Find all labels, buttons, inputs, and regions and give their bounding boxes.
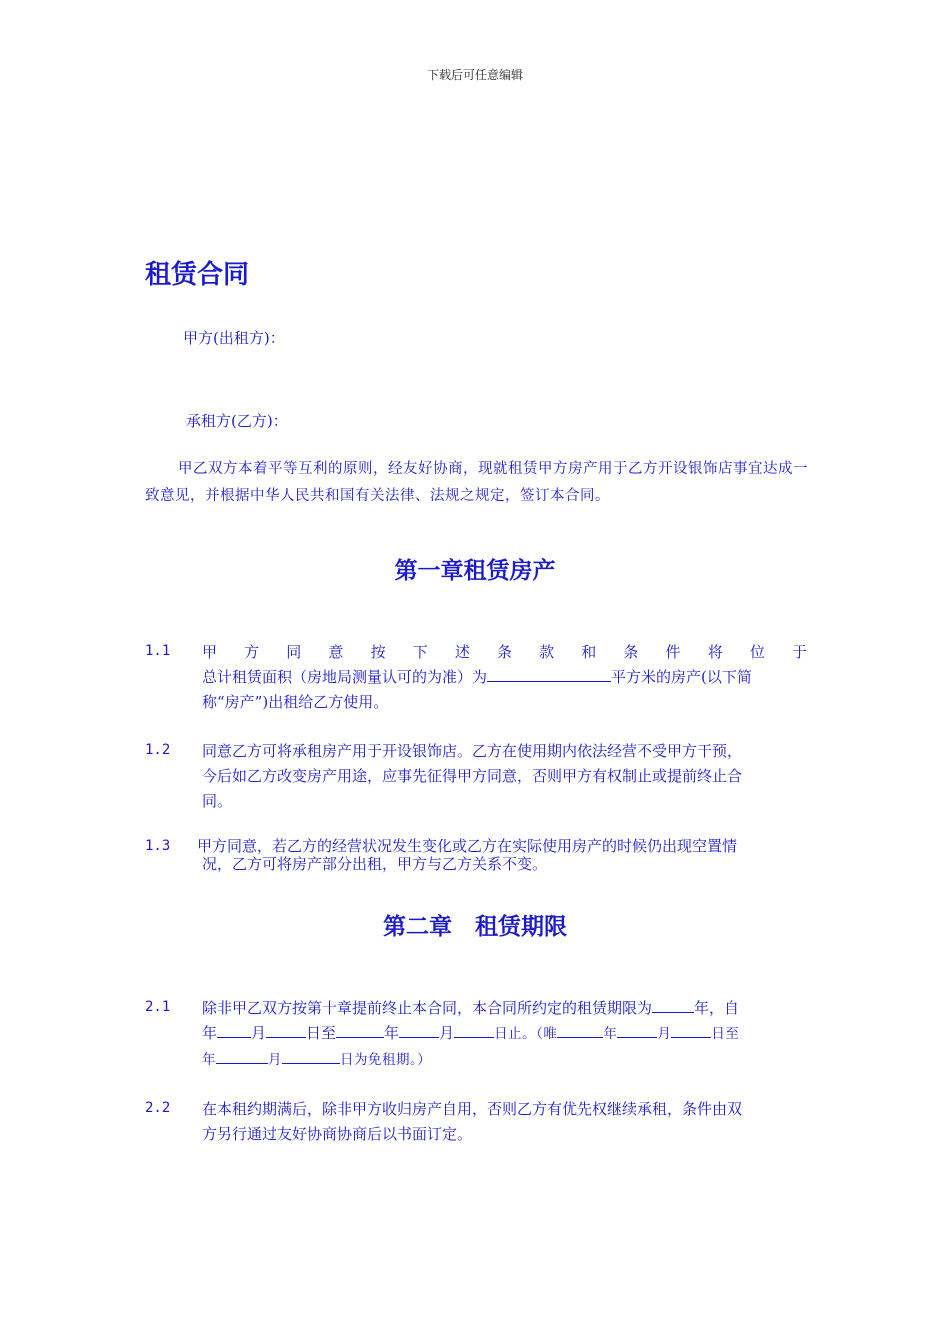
clause-2-1 xyxy=(145,999,810,1079)
clause-char: 和 xyxy=(581,643,597,661)
clause-char: 按 xyxy=(370,643,386,661)
clause-line: 在本租约期满后，除非甲方收归房产自用，否则乙方有优先权继续承租，条件由双 xyxy=(202,1100,743,1118)
clause-text: 总计租赁面积（房地局测量认可的为准）为 xyxy=(202,668,488,686)
clause-1-1 xyxy=(145,643,810,723)
clause-text: 日为免租期。） xyxy=(340,1052,432,1068)
clause-char: 方 xyxy=(244,643,260,661)
term-years-blank xyxy=(652,996,694,1013)
clause-char: 将 xyxy=(707,643,723,661)
start-month-blank xyxy=(217,1021,251,1038)
clause-number: 2.2 xyxy=(145,1100,171,1116)
clause-line xyxy=(202,640,807,665)
clause-text: 日止。（唯 xyxy=(494,1026,558,1042)
clause-text: 月 xyxy=(251,1024,267,1042)
clause-text: 日至 xyxy=(306,1024,337,1042)
area-blank xyxy=(487,665,611,682)
end-month-blank xyxy=(399,1021,439,1038)
clause-char: 下 xyxy=(412,643,428,661)
free-start-day-blank xyxy=(671,1021,711,1038)
clause-line: 甲方同意，若乙方的经营状况发生变化或乙方在实际使用房产的时候仍出现空置情 xyxy=(197,837,738,855)
clause-1-2 xyxy=(145,742,810,822)
clause-number: 2.1 xyxy=(145,999,171,1015)
clause-char: 条 xyxy=(496,643,512,661)
clause-text: 月 xyxy=(657,1026,672,1042)
clause-number: 1.2 xyxy=(145,742,171,758)
preamble-paragraph xyxy=(145,456,810,510)
clause-text: 年 xyxy=(384,1024,400,1042)
clause-text: 除非甲乙双方按第十章提前终止本合同，本合同所约定的租赁期限为 xyxy=(202,999,653,1017)
clause-line xyxy=(202,1047,807,1073)
header-note: 下载后可任意编辑 xyxy=(426,68,523,82)
clause-line: 同意乙方可将承租房产用于开设银饰店。乙方在使用期内依法经营不受甲方干预， xyxy=(202,742,743,760)
party-b-label: 承租方(乙方)： xyxy=(186,412,288,430)
clause-char: 甲 xyxy=(202,643,218,661)
clause-char: 于 xyxy=(791,643,807,661)
clause-text: 日至 xyxy=(711,1026,740,1042)
clause-char: 件 xyxy=(665,643,681,661)
clause-line: 况，乙方可将房产部分出租，甲方与乙方关系不变。 xyxy=(202,855,548,873)
clause-line: 方另行通过友好协商协商后以书面订定。 xyxy=(202,1125,473,1143)
clause-text: 平方米的房产(以下简 xyxy=(611,668,752,686)
clause-char: 述 xyxy=(454,643,470,661)
preamble-text: 甲乙双方本着平等互利的原则，经友好协商，现就租赁甲方房产用于乙方开设银饰店事宜达成一致意见，并根据中华人民共和国有关法律、法规之规定，签订本合同。 xyxy=(145,461,808,504)
clause-number: 1.1 xyxy=(145,643,171,659)
document-title: 租赁合同 xyxy=(145,260,250,290)
clause-line: 称“房产”)出租给乙方使用。 xyxy=(202,693,389,711)
clause-char: 条 xyxy=(623,643,639,661)
clause-text: 年，自 xyxy=(694,999,740,1017)
clause-char: 款 xyxy=(539,643,555,661)
clause-2-2 xyxy=(145,1100,810,1155)
party-a-label: 甲方(出租方)： xyxy=(183,329,285,347)
clause-text: 年 xyxy=(202,1052,216,1068)
clause-char: 位 xyxy=(749,643,765,661)
clause-text: 月 xyxy=(268,1052,282,1068)
clause-line: 同。 xyxy=(202,792,233,810)
clause-1-3 xyxy=(145,838,810,878)
free-start-month-blank xyxy=(617,1021,657,1038)
clause-char: 同 xyxy=(286,643,302,661)
end-year-blank xyxy=(336,1021,384,1038)
clause-text: 年 xyxy=(603,1026,618,1042)
clause-number: 1.3 xyxy=(145,838,171,854)
clause-line: 今后如乙方改变房产用途，应事先征得甲方同意，否则甲方有权制止或提前终止合 xyxy=(202,767,743,785)
clause-text: 年 xyxy=(202,1024,218,1042)
end-day-blank xyxy=(454,1021,494,1038)
clause-line xyxy=(202,1021,807,1047)
chapter-1-heading: 第一章租赁房产 xyxy=(394,558,556,584)
free-end-month-blank xyxy=(282,1047,340,1064)
clause-char: 意 xyxy=(328,643,344,661)
clause-line xyxy=(202,665,807,690)
free-end-year-blank xyxy=(216,1047,268,1064)
start-day-blank xyxy=(266,1021,306,1038)
free-start-year-blank xyxy=(557,1021,603,1038)
clause-line xyxy=(202,996,807,1021)
chapter-2-heading: 第二章 租赁期限 xyxy=(383,914,567,940)
clause-text: 月 xyxy=(439,1024,455,1042)
